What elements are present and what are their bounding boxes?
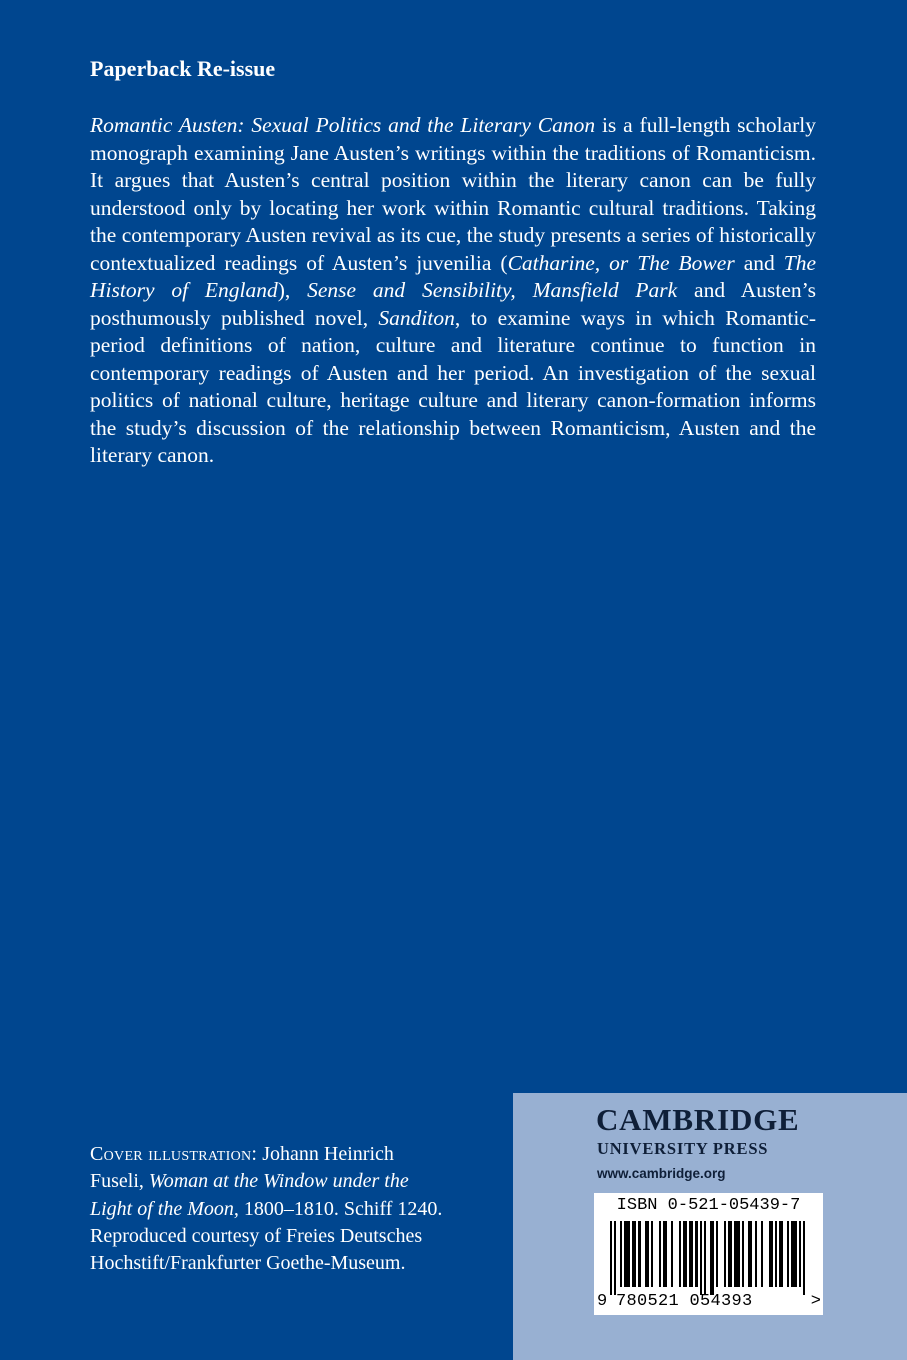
publisher-subtitle: UNIVERSITY PRESS — [597, 1139, 769, 1158]
description-segment: Romantic Austen: Sexual Politics and the Literary Canon — [90, 113, 596, 137]
description-segment: and Austen’s posthumously published novel, — [90, 278, 816, 330]
publisher-name: CAMBRIDGE — [596, 1102, 800, 1137]
description-segment: Sanditon — [378, 305, 455, 330]
credit-artist: Johann Heinrich Fuseli, — [90, 1143, 394, 1193]
credit-label: Cover illustration: — [90, 1143, 258, 1165]
description-segment: Sense and Sensibility, Mansfield Park — [307, 278, 678, 302]
book-description — [90, 112, 816, 470]
cover-illustration-credit — [90, 1141, 444, 1277]
description-segment: ), — [277, 278, 308, 302]
ean-digits: 780521 054393 — [616, 1292, 753, 1311]
barcode-bar — [805, 1221, 807, 1295]
isbn-number: ISBN 0-521-05439-7 — [616, 1196, 801, 1215]
ean-arrow: > — [810, 1292, 821, 1311]
description-segment: and — [734, 250, 784, 275]
section-heading: Paperback Re-issue — [90, 56, 276, 81]
credit-details: 1800–1810. Schiff 1240. Reproduced courtesy of Freies Deutsches Hochstift/Frankfurter Goethe-Museum. — [90, 1197, 443, 1275]
description-segment: Catharine, or The Bower — [507, 250, 735, 275]
ean-first-digit: 9 — [597, 1292, 608, 1311]
publisher-panel — [513, 1093, 907, 1360]
barcode-bars — [610, 1221, 808, 1295]
publisher-url: www.cambridge.org — [597, 1166, 726, 1181]
description-segment: The History of England — [90, 250, 816, 302]
description-segment: , to examine ways in which Romantic-period definitions of nation, culture and literature continue to function in contemporary readings of Austen and her period. An investigation of the sexual politics of national culture, heritage culture and literary canon-formation informs the study’s discussion of the relationship between Romanticism, Austen and the literary canon. — [90, 305, 816, 467]
barcode-box — [594, 1193, 823, 1315]
description-segment: is a full-length scholarly monograph examining Jane Austen’s writings within the traditions of Romanticism. It argues that Austen’s central position within the literary canon can be fully understood only by locating her work within Romantic cultural traditions. Taking the contemporary Austen revival as its cue, the study presents a series of historically contextualized readings of Austen’s juvenilia ( — [90, 113, 816, 275]
credit-artwork-title: Woman at the Window under the Light of the Moon, — [90, 1170, 409, 1220]
